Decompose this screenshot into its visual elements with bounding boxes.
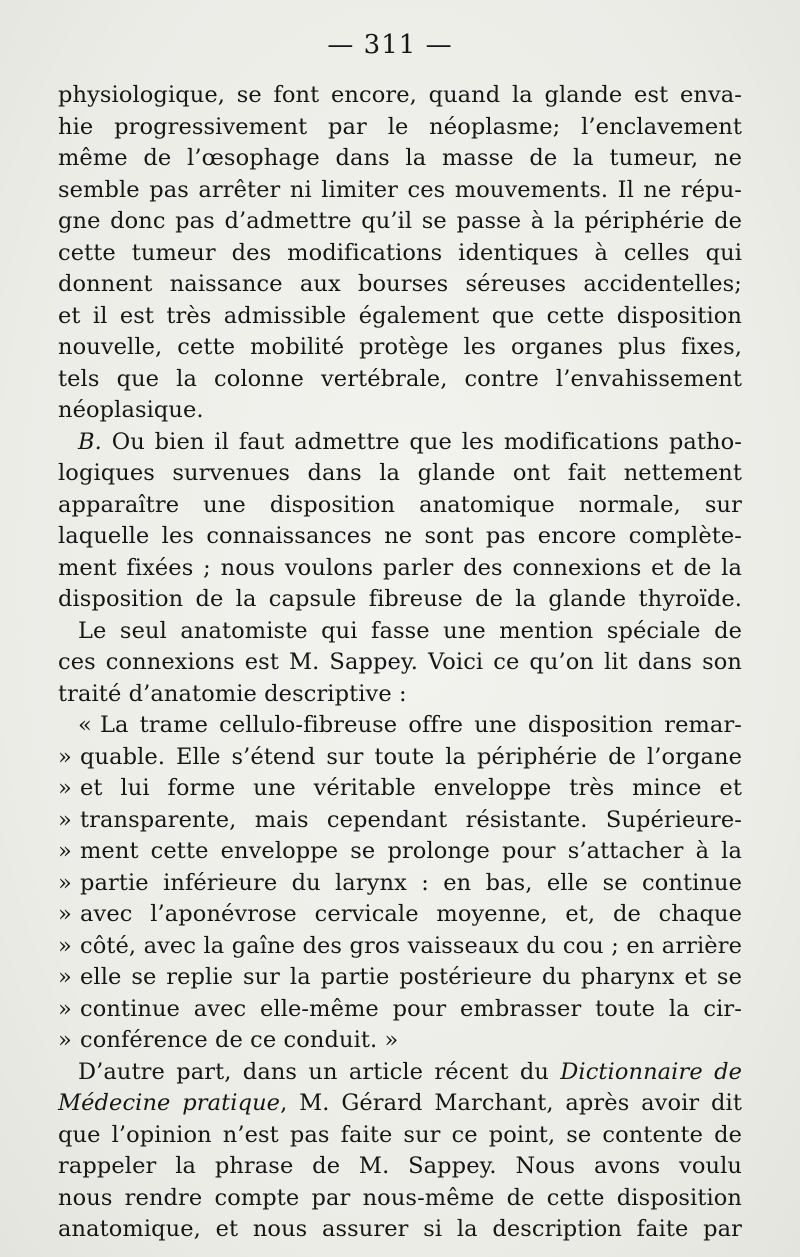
quote-mark: » [58, 775, 72, 801]
text-line: cette tumeur des modifications identiques à celles qui [58, 239, 742, 266]
text-line: tels que la colonne vertébrale, contre l’envahissement [58, 365, 742, 392]
quote-line [58, 1025, 742, 1057]
text-line: logiques survenues dans la glande ont fait nettement [58, 460, 742, 486]
quote-mark: » [58, 869, 72, 896]
quote-line [58, 836, 742, 868]
quote-line [58, 899, 742, 931]
text-line: ment fixées ; nous voulons parler des connexions et de la [58, 554, 742, 581]
text-line: gne donc pas d’admettre qu’il se passe à la périphérie de [58, 208, 742, 234]
line-text: La trame cellulo-fibreuse offre une disposition remar- [100, 712, 742, 738]
quote-line [58, 962, 742, 994]
section-marker: B. [78, 428, 102, 455]
line-text: Ou bien il faut admettre que les modifications patho- [101, 428, 742, 455]
quote-mark: » [58, 995, 72, 1022]
quote-line [58, 931, 742, 963]
line-text: partie inférieure du larynx : en bas, elle se continue [80, 869, 742, 896]
text-line: même de l’œsophage dans la masse de la tumeur, ne [58, 145, 742, 171]
text-line: nous rendre compte par nous-même de cette disposition [58, 1184, 742, 1211]
quote-line [58, 710, 742, 742]
line-text: , M. Gérard Marchant, après avoir dit [280, 1090, 742, 1116]
line-text: ment cette enveloppe se prolonge pour s’attacher à la [80, 838, 742, 864]
page-number: — 311 — [327, 30, 453, 60]
text-line: anatomique, et nous assurer si la description faite par [58, 1216, 742, 1242]
text-line: Le seul anatomiste qui fasse une mention spéciale de [78, 617, 742, 644]
text-line: laquelle les connaissances ne sont pas encore complète- [58, 523, 742, 549]
quote-mark: « [78, 712, 92, 738]
text-line: donnent naissance aux bourses séreuses accidentelles; [58, 271, 742, 297]
text-line: disposition de la capsule fibreuse de la glande thyroïde. [58, 586, 742, 612]
quote-mark: » [58, 1027, 72, 1053]
line-text: continue avec elle-même pour embrasser toute la cir- [80, 995, 742, 1022]
body-text [58, 80, 742, 1246]
text-line: et il est très admissible également que cette disposition [58, 302, 742, 329]
line-text: avec l’aponévrose cervicale moyenne, et, de chaque [80, 901, 742, 927]
text-line [58, 1057, 742, 1089]
line-text: D’autre part, dans un article récent du [78, 1058, 561, 1085]
line-text: transparente, mais cependant résistante. Supérieure- [80, 806, 742, 833]
text-line: apparaître une disposition anatomique normale, sur [58, 491, 742, 518]
italic-title: Dictionnaire de [560, 1058, 742, 1085]
quote-line [58, 773, 742, 805]
text-line: semble pas arrêter ni limiter ces mouvements. Il ne répu- [58, 176, 742, 203]
text-line: ces connexions est M. Sappey. Voici ce qu’on lit dans son [58, 649, 742, 675]
quote-line [58, 805, 742, 837]
italic-title: Médecine pratique [58, 1090, 281, 1116]
line-text: conférence de ce conduit. » [80, 1027, 399, 1053]
line-text: elle se replie sur la partie postérieure du pharynx et se [80, 964, 742, 990]
line-text: et lui forme une véritable enveloppe très mince et [80, 775, 742, 801]
text-line: que l’opinion n’est pas faite sur ce point, se contente de [58, 1121, 742, 1148]
quote-mark: » [58, 901, 72, 927]
text-line [58, 427, 742, 459]
text-line: rappeler la phrase de M. Sappey. Nous avons voulu [58, 1153, 742, 1179]
text-line: hie progressivement par le néoplasme; l’enclavement [58, 113, 742, 140]
quote-line [58, 868, 742, 900]
quote-mark: » [58, 932, 72, 959]
text-line: néoplasique. [58, 397, 204, 423]
quote-line [58, 994, 742, 1026]
text-line: traité d’anatomie descriptive : [58, 680, 407, 707]
text-line: physiologique, se font encore, quand la glande est enva- [58, 82, 742, 108]
line-text: quable. Elle s’étend sur toute la périphérie de l’organe [80, 743, 742, 770]
quote-mark: » [58, 838, 72, 864]
quote-mark: » [58, 806, 72, 833]
text-line [58, 1088, 742, 1120]
quote-mark: » [58, 743, 72, 770]
line-text: côté, avec la gaîne des gros vaisseaux du cou ; en arrière [80, 932, 742, 959]
text-line: nouvelle, cette mobilité protège les organes plus fixes, [58, 334, 742, 360]
quote-mark: » [58, 964, 72, 990]
quote-line [58, 742, 742, 774]
